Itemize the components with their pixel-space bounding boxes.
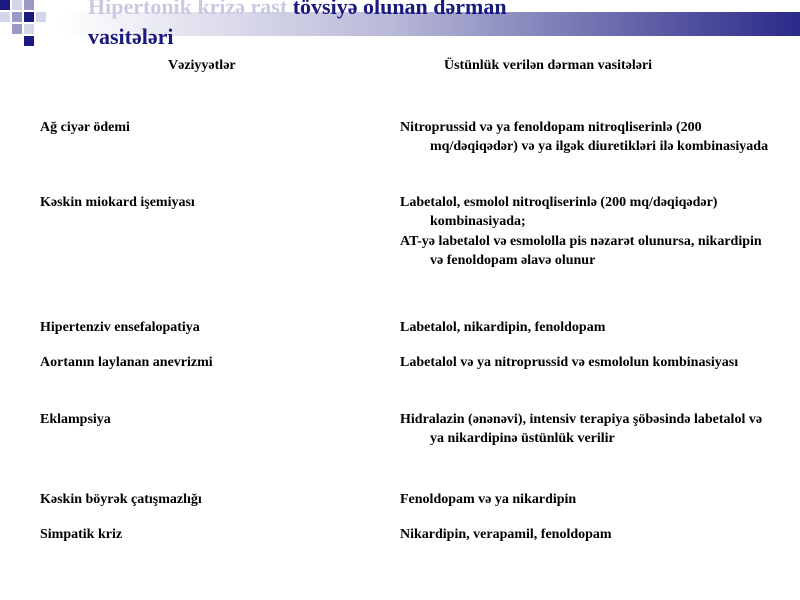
condition-cell: Kəskin böyrək çatışmazlığı (40, 492, 202, 507)
treatment-cell (400, 525, 770, 545)
treatment-cell (400, 410, 770, 449)
header-treatments: Üstünlük verilən dərman vasitələri (444, 58, 653, 73)
condition-cell: Ağ ciyər ödemi (40, 120, 130, 135)
treatment-cell (400, 353, 770, 373)
condition-cell: Aortanın laylanan anevrizmi (40, 355, 213, 370)
treatment-text: Fenoldopam və ya nikardipin (400, 492, 577, 507)
title-visible-part: tövsiyə olunan dərman (292, 0, 507, 19)
treatment-text: Hidralazin (ənənəvi), intensiv terapiya şöbəsində labetalol və ya nikardipinə üstünlük verilir (400, 412, 763, 446)
header-conditions: Vəziyyətlər (168, 58, 236, 73)
treatment-text: Labetalol, nikardipin, fenoldopam (400, 320, 606, 335)
treatment-cell (400, 490, 770, 510)
treatment-cell (400, 118, 770, 157)
slide-title (88, 0, 788, 52)
title-hidden-part: Hipertonik krizə rast (88, 0, 288, 19)
treatment-text: AT-yə labetalol və esmololla pis nəzarət olunursa, nikardipin və fenoldopam əlavə olunur (400, 234, 762, 268)
treatment-text: Labetalol, esmolol nitroqliserinlə (200 mq/dəqiqədər) kombinasiyada; (400, 195, 718, 229)
condition-cell: Hipertenziv ensefalopatiya (40, 320, 200, 335)
condition-cell: Eklampsiya (40, 412, 111, 427)
treatment-text: Labetalol və ya nitroprussid və esmololun kombinasiyası (400, 355, 739, 370)
treatment-cell (400, 318, 770, 338)
treatment-text: Nitroprussid və ya fenoldopam nitroqliserinlə (200 mq/dəqiqədər) və ya ilgək diuretikləri ilə kombinasiyada (400, 120, 769, 154)
condition-cell: Simpatik kriz (40, 527, 123, 542)
condition-cell: Kəskin miokard işemiyası (40, 195, 195, 210)
treatment-cell (400, 193, 770, 271)
treatment-text: Nikardipin, verapamil, fenoldopam (400, 527, 612, 542)
title-line-2: vasitələri (88, 24, 174, 49)
